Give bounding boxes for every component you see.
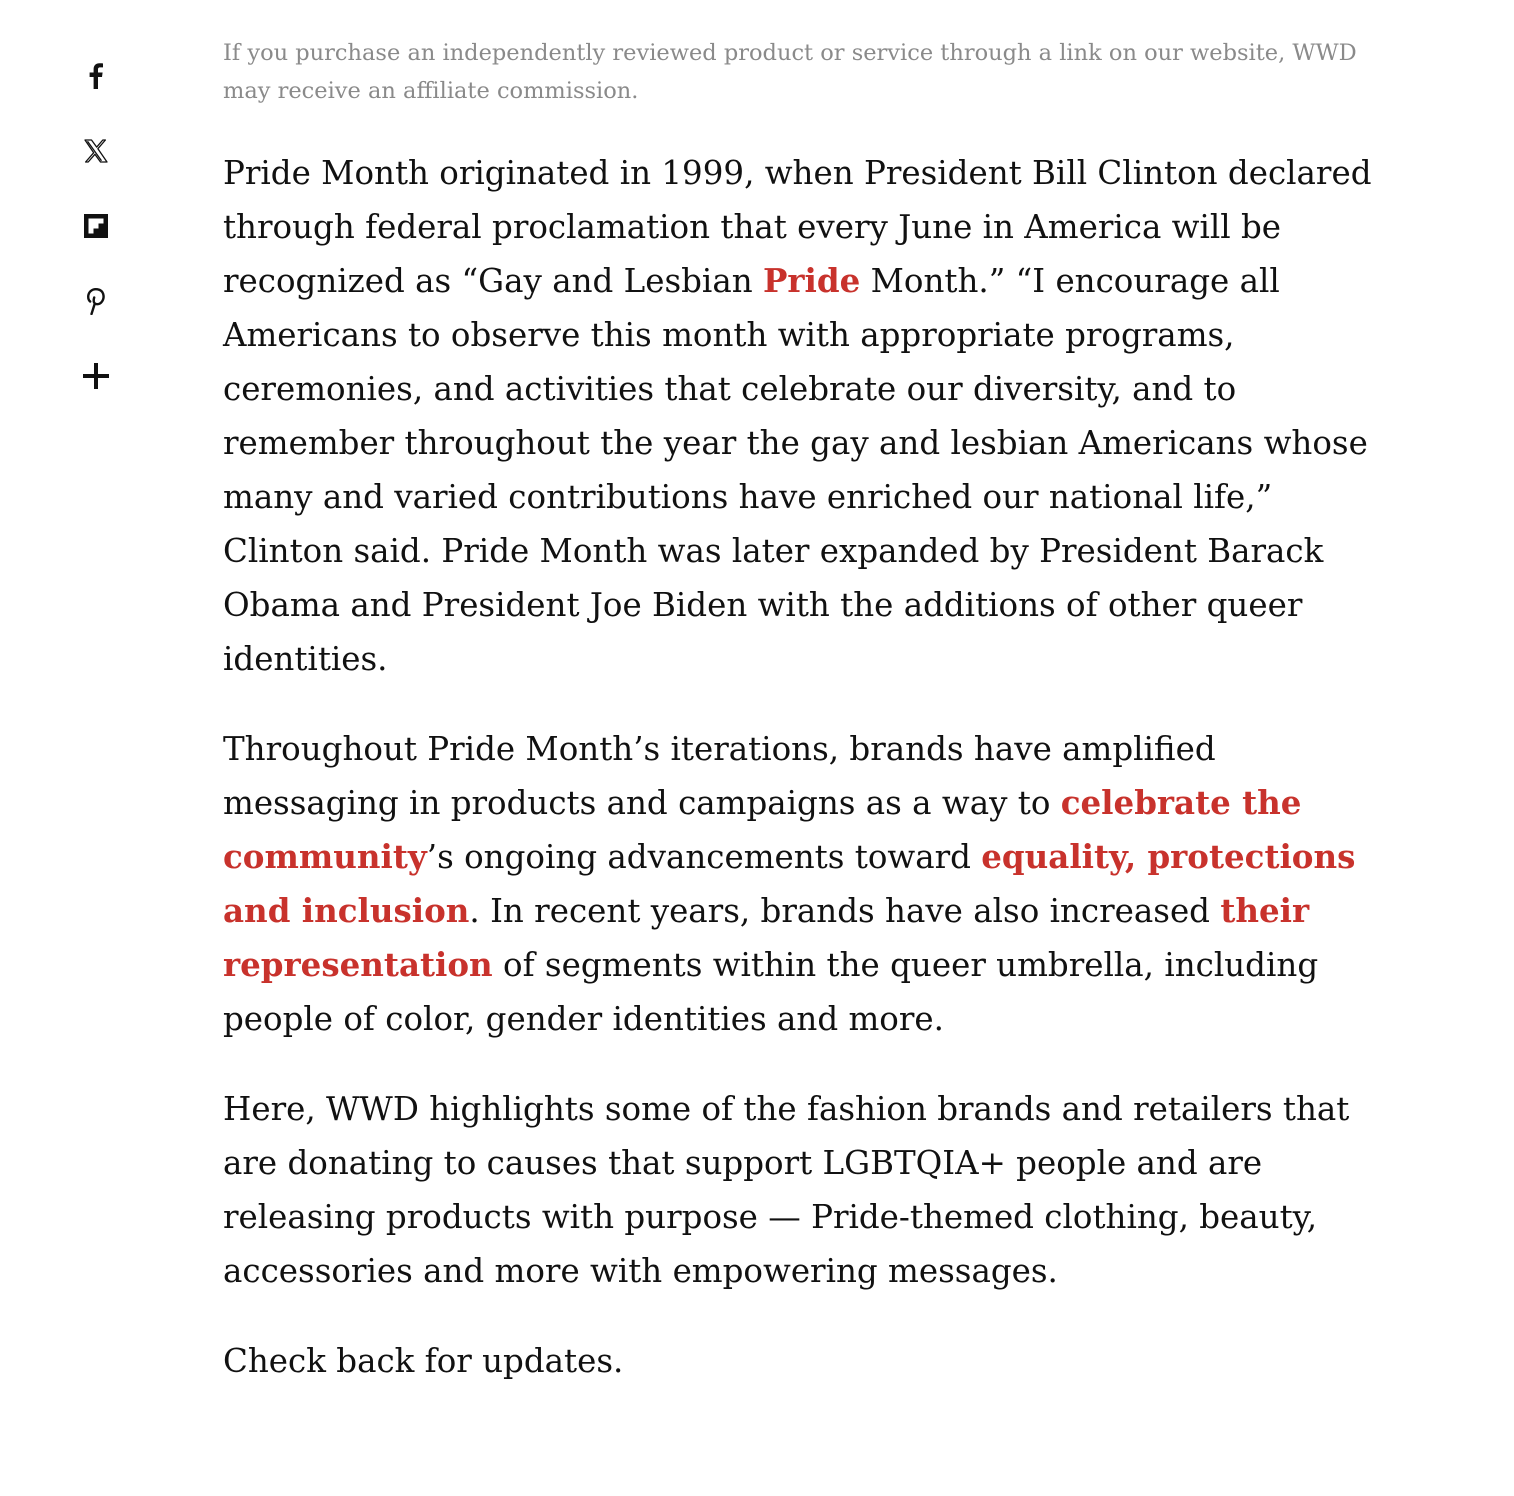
paragraph-text: . In recent years, brands have also increased (469, 892, 1221, 930)
x-icon (84, 139, 108, 163)
paragraph-text: Pride Month originated in 1999, when President Bill Clinton declared through federal proclamation that every June in America will be recognized as “Gay and Lesbian (223, 154, 1372, 300)
plus-icon (83, 363, 109, 389)
flipboard-share-button[interactable] (72, 202, 120, 250)
equality-protections-link[interactable]: equality, protections and inclusion (223, 837, 1356, 930)
share-rail (72, 52, 120, 427)
affiliate-disclaimer: If you purchase an independently reviewed product or service through a link on our website, WWD may receive an affiliate commission. (223, 40, 1357, 104)
paragraph-updates: Check back for updates. (223, 1342, 624, 1380)
paragraph-text: Throughout Pride Month’s iterations, brands have amplified messaging in products and campaigns as a way to (223, 730, 1216, 822)
paragraph-text: of segments within the queer umbrella, including people of color, gender identities and more. (223, 946, 1319, 1038)
facebook-share-button[interactable] (72, 52, 120, 100)
article-body (223, 34, 1423, 1424)
paragraph-text: Month.” “I encourage all Americans to observe this month with appropriate programs, ceremonies, and activities that celebrate our diversity, and to remember throughout the year the gay and lesbian Americans whose many and varied contributions have enriched our national life,” Clinton said. Pride Month was later expanded by President Barack Obama and President Joe Biden with the additions of other queer identities. (223, 262, 1368, 678)
celebrate-community-link[interactable]: celebrate the community (223, 783, 1302, 876)
facebook-icon (89, 63, 103, 89)
x-share-button[interactable] (72, 127, 120, 175)
more-share-button[interactable] (72, 352, 120, 400)
pride-link[interactable]: Pride (762, 261, 861, 300)
pinterest-share-button[interactable] (72, 277, 120, 325)
paragraph-history (223, 146, 1388, 686)
paragraph-brands (223, 722, 1388, 1046)
pinterest-icon (86, 287, 106, 315)
representation-link[interactable]: their representation (223, 891, 1310, 984)
flipboard-icon (84, 214, 108, 238)
paragraph-text: ’s ongoing advancements toward (426, 838, 982, 876)
paragraph-highlights: Here, WWD highlights some of the fashion brands and retailers that are donating to causes that support LGBTQIA+ people and are releasing products with purpose — Pride-themed clothing, beauty, accessories and more with empowering messages. (223, 1090, 1350, 1290)
